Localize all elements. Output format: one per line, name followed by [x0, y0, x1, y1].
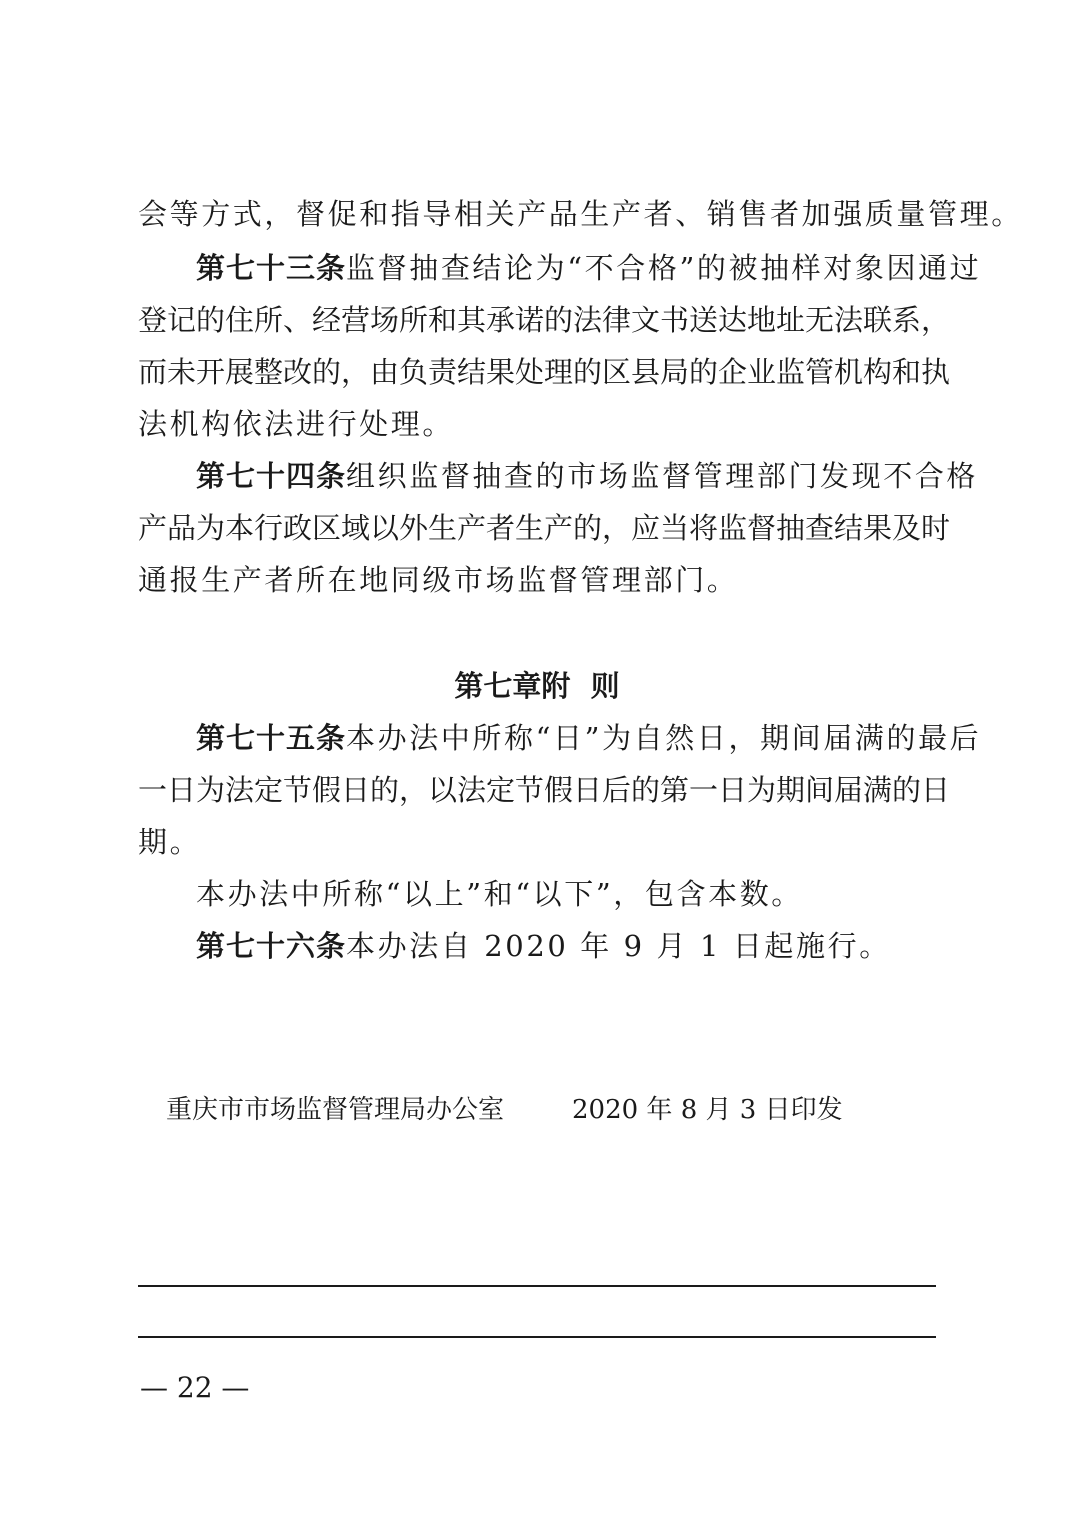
- paragraph-line: 而未开展整改的，由负责结果处理的区县局的企业监管机构和执: [138, 355, 951, 389]
- paragraph-line: 一日为法定节假日的，以法定节假日后的第一日为期间届满的日: [138, 773, 951, 807]
- article-73-heading: 第七十三条: [196, 251, 347, 285]
- article-74-first-line: [196, 450, 979, 502]
- article-76-heading: 第七十六条: [196, 929, 347, 963]
- top-divider: [138, 1285, 936, 1287]
- issuer-name: 重庆市市场监督管理局办公室: [166, 1095, 505, 1125]
- article-76-line: [196, 920, 938, 972]
- article-75-text: 本办法中所称“日”为自然日，期间届满的最后: [346, 721, 982, 755]
- article-76-text: 本办法自 2020 年 9 月 1 日起施行。: [346, 929, 891, 963]
- chapter-title: 第七章附 则: [454, 669, 620, 703]
- article-75-first-line: [196, 712, 982, 764]
- article-75-second-paragraph: 本办法中所称“以上”和“以下”，包含本数。: [196, 877, 803, 911]
- bottom-divider: [138, 1336, 936, 1338]
- article-73-text: 监督抽查结论为“不合格”的被抽样对象因通过: [346, 251, 982, 285]
- page-number: — 22 —: [140, 1371, 250, 1404]
- article-74-text: 组织监督抽查的市场监督管理部门发现不合格: [346, 459, 979, 493]
- article-73-first-line: [196, 242, 982, 294]
- paragraph-line: 法机构依法进行处理。: [138, 407, 455, 441]
- paragraph-line: 登记的住所、经营场所和其承诺的法律文书送达地址无法联系，: [138, 303, 951, 337]
- paragraph-line: 产品为本行政区域以外生产者生产的，应当将监督抽查结果及时: [138, 511, 951, 545]
- article-75-heading: 第七十五条: [196, 721, 347, 755]
- paragraph-line: 期。: [138, 825, 202, 859]
- article-74-heading: 第七十四条: [196, 459, 347, 493]
- issue-date: 2020 年 8 月 3 日印发: [572, 1095, 843, 1125]
- paragraph-line: 会等方式，督促和指导相关产品生产者、销售者加强质量管理。: [138, 197, 1023, 231]
- paragraph-line: 通报生产者所在地同级市场监督管理部门。: [138, 563, 739, 597]
